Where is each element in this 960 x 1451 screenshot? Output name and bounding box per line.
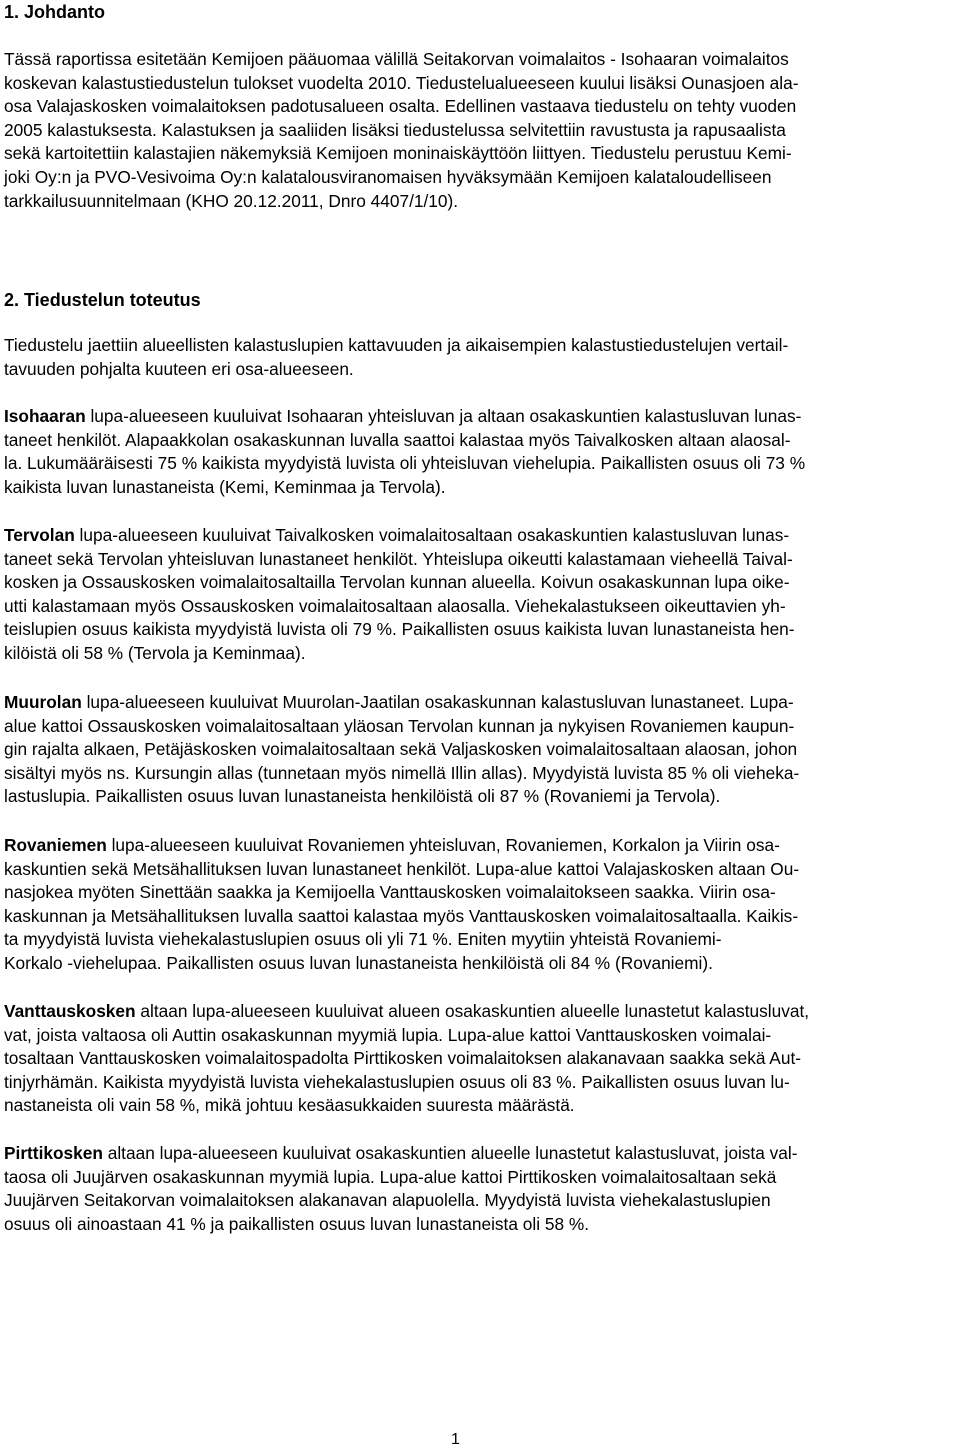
text-line: osuus oli ainoastaan 41 % ja paikallisten osuus luvan lunastaneista oli 58 %. <box>4 1213 590 1234</box>
text-line <box>4 1142 956 1166</box>
text-line: gin rajalta alkaen, Petäjäskosken voimalaitosaltaan sekä Valjaskosken voimalaitosaltaan alaosan, johon <box>4 739 798 760</box>
area-name-tervola: Tervolan <box>4 525 75 545</box>
text-line: kaikista luvan lunastaneista (Kemi, Keminmaa ja Tervola). <box>4 476 446 497</box>
paragraph-intro <box>4 334 956 381</box>
text-line: kaskuntien sekä Metsähallituksen luvan lunastaneet henkilöt. Lupa-alue kattoi Valajaskosken altaan Ou- <box>4 858 800 879</box>
text-line: taneet henkilöt. Alapaakkolan osakaskunnan luvalla saattoi kalastaa myös Taivalkosken altaan alaosal- <box>4 429 791 450</box>
area-name-isohaara: Isohaaran <box>4 406 86 426</box>
text-line: joki Oy:n ja PVO-Vesivoima Oy:n kalatalousviranomaisen hyväksymään Kemijoen kalataloudelliseen <box>4 166 772 187</box>
paragraph-muurola <box>4 691 956 809</box>
paragraph-isohaara <box>4 405 956 499</box>
area-name-vanttauskoski: Vanttauskosken <box>4 1001 136 1021</box>
text-line: kilöistä oli 58 % (Tervola ja Keminmaa). <box>4 642 306 663</box>
text-line: ta myydyistä luvista viehekalastuslupien osuus oli yli 71 %. Eniten myytiin yhteistä Rovaniemi- <box>4 929 722 950</box>
section-heading-tiedustelun-toteutus: 2. Tiedustelun toteutus <box>4 290 201 310</box>
text-line: koskevan kalastustiedustelun tulokset vuodelta 2010. Tiedustelualueeseen kuului lisäksi Ounasjoen ala- <box>4 72 799 93</box>
text-line: Juujärven Seitakorvan voimalaitoksen alakanavan alapuolella. Myydyistä luvista viehekalastuslupien <box>4 1190 771 1211</box>
page-number: 1 <box>451 1431 460 1448</box>
area-name-rovaniemi: Rovaniemen <box>4 835 107 855</box>
text-line: vat, joista valtaosa oli Auttin osakaskunnan myymiä lupia. Lupa-alue kattoi Vanttauskosken voimalai- <box>4 1024 772 1045</box>
text-fragment: lupa-alueeseen kuuluivat Muurolan-Jaatilan osakaskunnan kalastusluvan lunastaneet. Lupa- <box>81 692 794 712</box>
text-line: kosken ja Ossauskosken voimalaitosaltailla Tervolan kunnan alueella. Koivun osakaskunnan lupa oike- <box>4 572 790 593</box>
text-line: sisältyi myös ns. Kursungin allas (tunnetaan myös nimellä Illin allas). Myydyistä luvista 85 % oli vieheka- <box>4 762 800 783</box>
text-line: tavuuden pohjalta kuuteen eri osa-alueeseen. <box>4 358 354 379</box>
text-line: osa Valajaskosken voimalaitoksen padotusalueen osalta. Edellinen vastaava tiedustelu on tehty vuoden <box>4 96 797 117</box>
area-name-muurola: Muurolan <box>4 692 82 712</box>
text-line: kaskunnan ja Metsähallituksen luvalla saattoi kalastaa myös Vanttauskosken voimalaitosaltaalla. Kaikis- <box>4 905 799 926</box>
area-name-pirttikoski: Pirttikosken <box>4 1143 103 1163</box>
text-line: 2005 kalastuksesta. Kalastuksen ja saaliiden lisäksi tiedustelussa selvitettiin ravustusta ja rapusaalista <box>4 119 786 140</box>
text-line <box>4 691 956 715</box>
text-line: sekä kartoitettiin kalastajien näkemyksiä Kemijoen moninaiskäyttöön liittyen. Tiedustelu perustuu Kemi- <box>4 143 792 164</box>
document-page <box>4 0 956 1451</box>
section-heading-johdanto: 1. Johdanto <box>4 2 106 22</box>
text-line: tinjyrhämän. Kaikista myydyistä luvista viehekalastuslupien osuus oli 83 %. Paikallisten osuus luvan lu- <box>4 1071 790 1092</box>
text-line: tarkkailusuunnitelmaan (KHO 20.12.2011, Dnro 4407/1/10). <box>4 190 459 211</box>
text-line <box>4 405 956 429</box>
text-line: lastuslupia. Paikallisten osuus luvan lunastaneista henkilöistä oli 87 % (Rovaniemi ja Tervola). <box>4 786 721 807</box>
paragraph-johdanto <box>4 48 956 213</box>
text-line <box>4 834 956 858</box>
text-fragment: altaan lupa-alueeseen kuuluivat alueen osakaskuntien alueelle lunastetut kalastusluvat, <box>135 1001 810 1021</box>
text-line: tosaltaan Vanttauskosken voimalaitospadolta Pirttikosken voimalaitoksen alakanavaan saakka sekä Aut- <box>4 1048 801 1069</box>
text-line: utti kalastamaan myös Ossauskosken voimalaitosaltaan alaosalla. Viehekalastukseen oikeuttavien yh- <box>4 595 786 616</box>
text-line: nasjokea myöten Sinettään saakka ja Kemijoella Vanttauskosken voimalaitokseen saakka. Viirin osa- <box>4 882 776 903</box>
text-fragment: lupa-alueeseen kuuluivat Taivalkosken voimalaitosaltaan osakaskuntien kalastusluvan lunas- <box>74 525 790 545</box>
text-line: Tässä raportissa esitetään Kemijoen pääuomaa välillä Seitakorvan voimalaitos - Isohaaran voimalaitos <box>4 49 789 69</box>
text-line: taneet sekä Tervolan yhteisluvan lunastaneet henkilöt. Yhteislupa oikeutti kalastamaan vieheellä Taival- <box>4 548 793 569</box>
text-fragment: altaan lupa-alueeseen kuuluivat osakaskuntien alueelle lunastetut kalastusluvat, joista val- <box>102 1143 798 1163</box>
paragraph-rovaniemi <box>4 834 956 976</box>
text-line: la. Lukumääräisesti 75 % kaikista myydyistä luvista oli yhteisluvan viehelupia. Paikallisten osuus oli 73 % <box>4 453 806 474</box>
text-line: Korkalo -viehelupaa. Paikallisten osuus luvan lunastaneista henkilöistä oli 84 % (Rovaniemi). <box>4 952 713 973</box>
text-fragment: lupa-alueeseen kuuluivat Rovaniemen yhteisluvan, Rovaniemen, Korkalon ja Viirin osa- <box>106 835 780 855</box>
text-line <box>4 524 956 548</box>
text-line: taosa oli Juujärven osakaskunnan myymiä lupia. Lupa-alue kattoi Pirttikosken voimalaitosaltaan sekä <box>4 1166 777 1187</box>
paragraph-pirttikoski <box>4 1142 956 1236</box>
text-fragment: lupa-alueeseen kuuluivat Isohaaran yhteisluvan ja altaan osakaskuntien kalastusluvan lunas- <box>85 406 802 426</box>
text-line: Tiedustelu jaettiin alueellisten kalastuslupien kattavuuden ja aikaisempien kalastustiedustelujen vertail- <box>4 335 789 355</box>
text-line: nastaneista oli vain 58 %, mikä johtuu kesäasukkaiden suuresta määrästä. <box>4 1095 575 1116</box>
text-line: alue kattoi Ossauskosken voimalaitosaltaan yläosan Tervolan kunnan ja nykyisen Rovaniemen kaupun- <box>4 715 795 736</box>
text-line <box>4 1000 956 1024</box>
paragraph-vanttauskoski <box>4 1000 956 1118</box>
paragraph-tervola <box>4 524 956 666</box>
text-line: teislupien osuus kaikista myydyistä luvista oli 79 %. Paikallisten osuus kaikista luvan lunastaneista hen- <box>4 619 795 640</box>
